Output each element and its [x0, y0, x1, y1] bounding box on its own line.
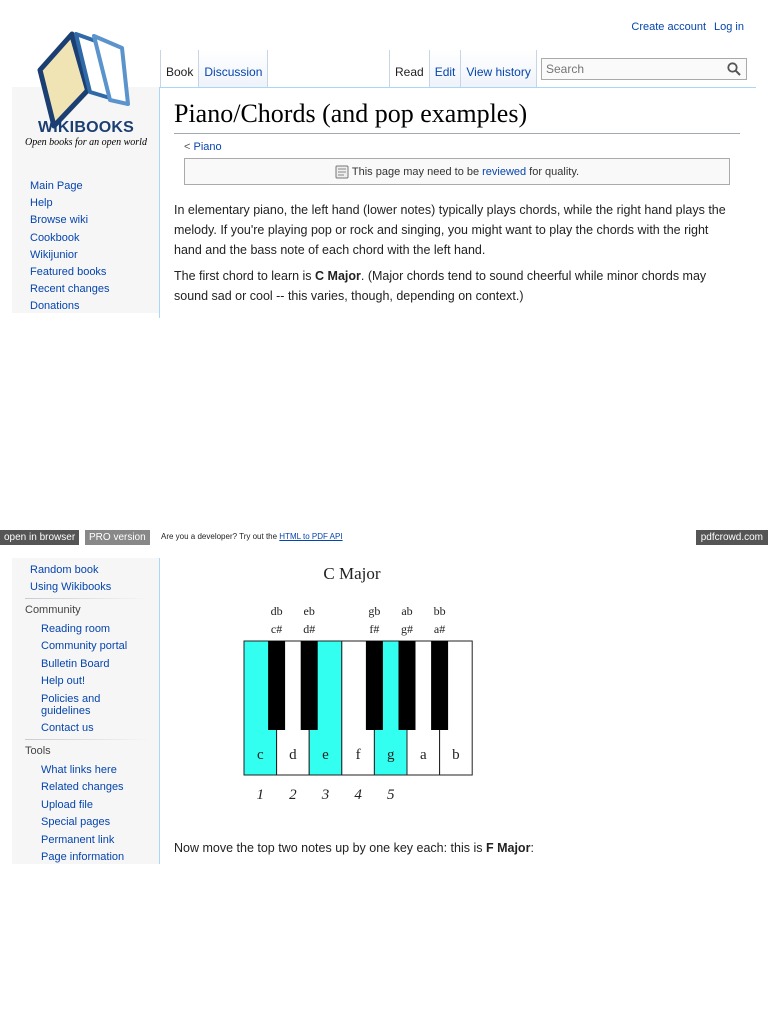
sidebar-item-browse-wiki[interactable]: Browse wiki: [30, 214, 89, 227]
flat-label-gb: gb: [368, 604, 381, 618]
notice-reviewed-link[interactable]: reviewed: [482, 165, 527, 178]
sharp-label-g#: g#: [401, 622, 413, 636]
sidebar-item-donations[interactable]: Donations: [30, 300, 80, 313]
f-major-paragraph: [174, 839, 534, 857]
flat-label-ab: ab: [401, 604, 413, 618]
tools-divider: [25, 739, 150, 740]
black-key-a#: [431, 641, 448, 730]
white-key-label-g: g: [386, 747, 395, 763]
finger-number-3: 3: [321, 787, 330, 803]
review-document-icon: [335, 165, 349, 179]
community-links: [41, 621, 127, 737]
tools-item-special-pages[interactable]: Special pages: [41, 816, 111, 829]
white-key-label-d: d: [289, 747, 297, 763]
sidebar-item-policies[interactable]: Policies and guidelines: [41, 692, 101, 717]
notice-text-after: for quality.: [529, 165, 580, 178]
finger-number-2: 2: [289, 787, 297, 803]
sharp-label-c#: c#: [270, 622, 283, 636]
community-divider: [25, 598, 150, 599]
developer-promo-text: Are you a developer? Try out the: [161, 532, 280, 541]
black-key-g#: [399, 641, 416, 730]
sidebar-navigation: [30, 178, 110, 316]
logo-tagline: Open books for an open world: [25, 137, 147, 148]
finger-number-1: 1: [256, 787, 265, 803]
sidebar-item-reading-room[interactable]: Reading room: [41, 623, 111, 635]
page-one: [0, 0, 768, 320]
white-key-label-b: b: [452, 747, 460, 763]
black-key-d#: [301, 641, 318, 730]
tab-read[interactable]: [389, 50, 429, 88]
personal-tools: [631, 21, 744, 33]
pdfcrowd-bar: [0, 530, 768, 545]
sharp-label-f#: f#: [369, 622, 380, 636]
breadcrumb-piano-link[interactable]: Piano: [193, 141, 222, 153]
sidebar-item-wikijunior[interactable]: Wikijunior: [30, 248, 78, 261]
tab-discussion[interactable]: [198, 50, 268, 88]
view-tabs: [389, 50, 537, 88]
f-major-bold: F Major: [485, 841, 531, 855]
c-major-bold: C Major: [315, 269, 361, 283]
breadcrumb-prefix: <: [184, 141, 194, 153]
search-icon[interactable]: [727, 62, 741, 76]
page-title: Piano/Chords (and pop examples): [174, 99, 528, 128]
black-key-c#: [268, 641, 285, 730]
white-key-label-a: a: [419, 747, 427, 763]
tab-edit[interactable]: [429, 50, 461, 88]
f-major-para-before: Now move the top two notes up by one key each: this is: [174, 841, 486, 855]
piano-keyboard-image: [238, 558, 478, 808]
c-major-para-before: The first chord to learn is: [174, 269, 316, 283]
pdfcrowd-brand-link[interactable]: pdfcrowd.com: [696, 530, 768, 545]
sidebar-item-help-out[interactable]: Help out!: [41, 675, 86, 688]
tools-item-what-links-here[interactable]: What links here: [41, 764, 117, 776]
flat-label-eb: eb: [303, 604, 315, 618]
search-box: [541, 58, 747, 80]
tools-item-page-information[interactable]: Page information: [41, 851, 125, 864]
white-key-label-e: e: [322, 747, 329, 763]
title-divider: [174, 133, 740, 134]
finger-number-5: 5: [386, 787, 395, 803]
namespace-tabs: [160, 50, 268, 88]
finger-number-4: 4: [354, 787, 362, 803]
pro-version-button[interactable]: PRO version: [85, 530, 150, 545]
sidebar-item-help[interactable]: Help: [30, 197, 53, 210]
c-major-keyboard-diagram: [238, 558, 478, 808]
sidebar-item-using-wikibooks[interactable]: Using Wikibooks: [30, 581, 112, 594]
intro-paragraph: In elementary piano, the left hand (lower notes) typically plays chords, while the right hand plays the melody. If you're playing pop or rock and singing, you might want to play the chords with the right hand and the bass note of each chord with the left hand.: [174, 203, 726, 257]
html-to-pdf-api-link[interactable]: HTML to PDF API: [279, 532, 343, 541]
tools-item-related-changes[interactable]: Related changes: [41, 781, 124, 794]
tools-item-upload-file[interactable]: Upload file: [41, 798, 93, 811]
create-account-link[interactable]: Create account: [631, 21, 707, 33]
logo-wordmark: WIKIBOOKS: [37, 119, 135, 136]
white-key-label-f: f: [355, 747, 361, 763]
f-major-para-after: :: [530, 841, 534, 855]
sidebar-item-contact-us[interactable]: Contact us: [41, 721, 94, 734]
tab-discussion-label: Discussion: [204, 65, 263, 79]
sharp-label-a#: a#: [433, 622, 446, 636]
developer-promo: [161, 532, 343, 541]
sidebar-item-random-book[interactable]: Random book: [30, 564, 99, 576]
tab-book[interactable]: [160, 50, 198, 88]
community-heading[interactable]: Community: [25, 604, 81, 616]
sidebar-item-community-portal[interactable]: Community portal: [41, 640, 128, 653]
diagram-title: C Major: [323, 564, 381, 583]
open-in-browser-button[interactable]: open in browser: [0, 530, 79, 545]
sidebar-item-main-page[interactable]: Main Page: [30, 180, 83, 192]
log-in-link[interactable]: Log in: [714, 21, 744, 33]
search-input[interactable]: [542, 59, 722, 79]
flat-label-db: db: [270, 604, 283, 618]
tab-edit-label: Edit: [434, 65, 456, 79]
sharp-label-d#: d#: [303, 622, 316, 636]
c-major-para-after: . (Major chords tend to sound cheerful while minor chords may sound sad or cool -- this varies, though, depending on context.): [174, 269, 707, 303]
flat-label-bb: bb: [433, 604, 446, 618]
tools-heading[interactable]: Tools: [25, 745, 51, 757]
tab-view-history-label: View history: [466, 65, 531, 79]
sidebar-navigation-more: [30, 562, 111, 597]
tab-read-label: Read: [395, 65, 424, 79]
sidebar-item-cookbook[interactable]: Cookbook: [30, 231, 80, 244]
breadcrumb: [184, 141, 222, 153]
c-major-paragraph: [174, 266, 734, 306]
sidebar-item-bulletin-board[interactable]: Bulletin Board: [41, 657, 110, 670]
sidebar-item-featured-books[interactable]: Featured books: [30, 266, 107, 279]
quality-notice: [184, 158, 730, 185]
tools-links: [41, 762, 124, 866]
white-key-label-c: c: [256, 747, 264, 763]
notice-text-before: This page may need to be: [351, 165, 480, 178]
tab-book-label: Book: [166, 65, 194, 79]
tab-view-history[interactable]: [460, 50, 536, 88]
tools-item-permanent-link[interactable]: Permanent link: [41, 833, 115, 846]
black-key-f#: [366, 641, 383, 730]
sidebar-item-recent-changes[interactable]: Recent changes: [30, 283, 110, 296]
